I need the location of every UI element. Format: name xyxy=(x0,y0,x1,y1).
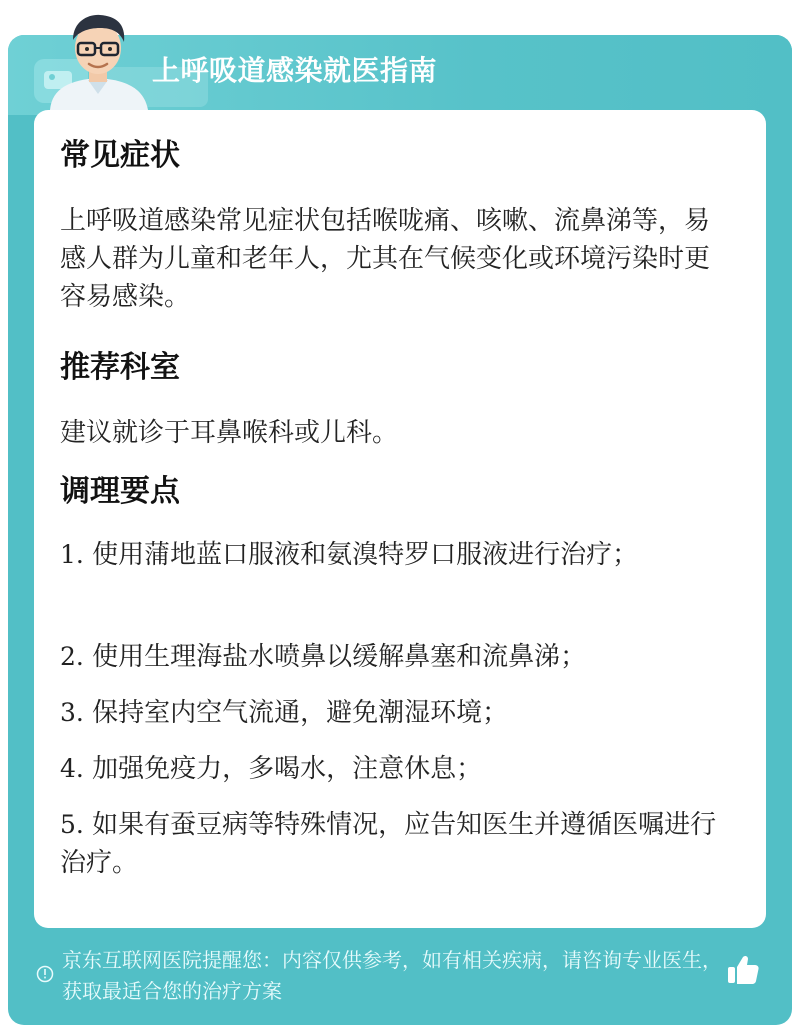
list-number: 4. xyxy=(60,754,84,783)
info-icon xyxy=(36,965,54,983)
department-heading: 推荐科室 xyxy=(60,350,180,385)
symptoms-heading: 常见症状 xyxy=(60,138,180,173)
page-title: 上呼吸道感染就医指南 xyxy=(152,54,438,87)
list-text: 如果有蚕豆病等特殊情况，应告知医生并遵循医嘱进行治疗。 xyxy=(60,810,717,878)
care-list-item xyxy=(60,536,730,574)
care-list-item xyxy=(60,806,730,882)
list-text: 使用蒲地蓝口服液和氨溴特罗口服液进行治疗； xyxy=(92,540,639,570)
list-text: 使用生理海盐水喷鼻以缓解鼻塞和流鼻涕； xyxy=(92,642,587,672)
list-number: 5. xyxy=(60,810,84,839)
care-list-item xyxy=(60,750,730,788)
content-panel xyxy=(34,110,766,928)
care-list-item xyxy=(60,694,730,732)
thumbs-up-icon[interactable] xyxy=(726,953,760,987)
disclaimer-footer xyxy=(34,945,734,1011)
symptoms-text: 上呼吸道感染常见症状包括喉咙痛、咳嗽、流鼻涕等，易感人群为儿童和老年人，尤其在气候变化或环境污染时更容易感染。 xyxy=(60,206,711,312)
list-text: 保持室内空气流通，避免潮湿环境； xyxy=(92,698,509,728)
list-number: 3. xyxy=(60,698,84,727)
list-text: 加强免疫力，多喝水，注意休息； xyxy=(92,754,483,784)
doctor-avatar-icon xyxy=(40,10,158,110)
list-number: 1. xyxy=(60,540,84,569)
care-list-item xyxy=(60,638,730,676)
care-heading: 调理要点 xyxy=(60,474,180,509)
department-text: 建议就诊于耳鼻喉科或儿科。 xyxy=(60,418,399,448)
disclaimer-text: 京东互联网医院提醒您：内容仅供参考，如有相关疾病，请咨询专业医生，获取最适合您的治疗方案 xyxy=(62,948,722,1003)
list-number: 2. xyxy=(60,642,84,671)
